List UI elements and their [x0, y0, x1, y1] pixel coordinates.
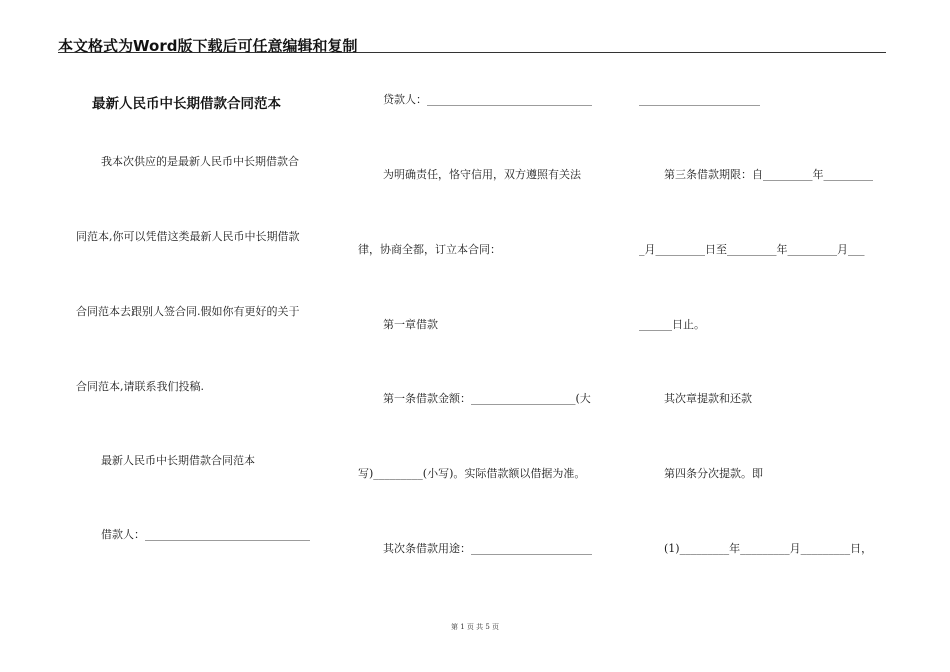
article-line: _月_________日至_________年_________月___ [639, 243, 865, 256]
paragraph-line: 合同范本去跟别人签合同.假如你有更好的关于 [76, 305, 300, 318]
article-line: 第三条借款期限：自_________年_________ [664, 168, 873, 181]
document-header: 本文格式为Word版下载后可任意编辑和复制 [58, 37, 358, 55]
borrower-field: 借款人：______________________________ [101, 528, 310, 541]
paragraph-line: 同范本,你可以凭借这类最新人民币中长期借款 [76, 230, 300, 243]
article-line: (1)_________年_________月_________日， [664, 542, 873, 555]
article-line: 其次条借款用途：______________________ [383, 542, 592, 555]
blank-line: ______________________ [639, 93, 760, 106]
header-divider [58, 52, 886, 53]
article-line: ______日止。 [639, 318, 705, 331]
paragraph-line: 律，协商全都，订立本合同： [358, 243, 501, 256]
document-title: 最新人民币中长期借款合同范本 [92, 96, 281, 112]
article-line: 写)_________(小写)。实际借款额以借据为准。 [358, 467, 586, 480]
lender-field: 贷款人：______________________________ [383, 93, 592, 106]
chapter-heading: 其次章提款和还款 [664, 392, 752, 405]
chapter-heading: 第一章借款 [383, 318, 438, 331]
article-line: 第四条分次提款。即 [664, 467, 763, 480]
paragraph-line: 合同范本,请联系我们投稿. [76, 380, 204, 393]
paragraph-line: 为明确责任，恪守信用，双方遵照有关法 [383, 168, 581, 181]
paragraph-line: 我本次供应的是最新人民币中长期借款合 [101, 155, 299, 168]
page-number: 第 1 页 共 5 页 [450, 623, 500, 631]
section-heading: 最新人民币中长期借款合同范本 [101, 454, 255, 467]
article-line: 第一条借款金额：___________________(大 [383, 392, 591, 405]
